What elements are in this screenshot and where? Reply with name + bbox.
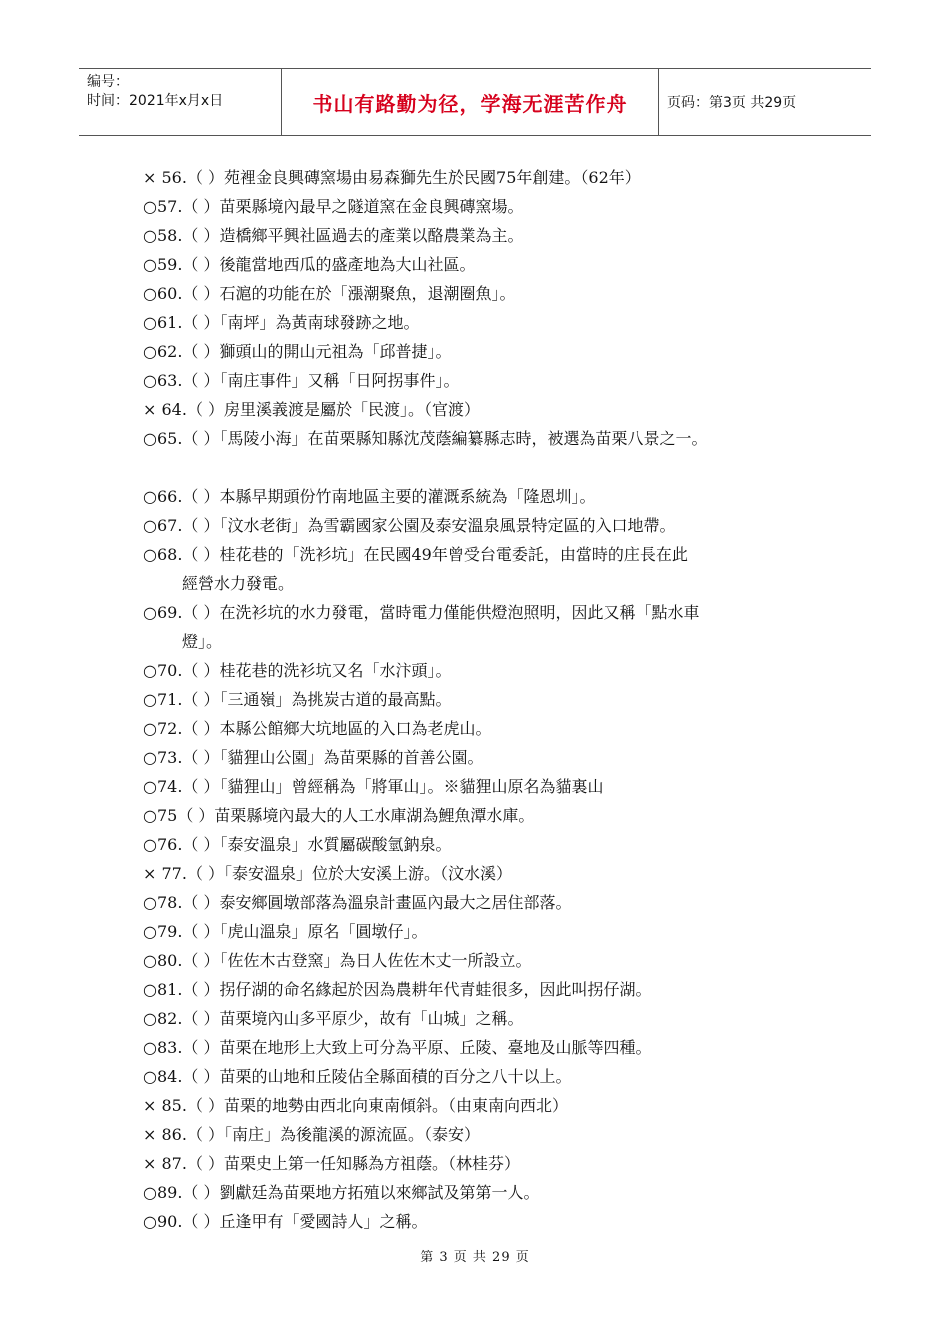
page-header bbox=[79, 68, 871, 136]
question-line: ○73.（ ）「貓狸山公園」為苗栗縣的首善公園。 bbox=[143, 748, 484, 767]
question-line: × 86.（ ）「南庄」為後龍溪的源流區。（泰安） bbox=[143, 1125, 481, 1144]
question-line: ○65.（ ）「馬陵小海」在苗栗縣知縣沈茂蔭編纂縣志時，被選為苗栗八景之一。 bbox=[143, 429, 708, 448]
question-line: ○70.（ ）桂花巷的洗衫坑又名「水汴頭」。 bbox=[143, 661, 452, 680]
question-line: ○67.（ ）「汶水老街」為雪霸國家公園及泰安溫泉風景特定區的入口地帶。 bbox=[143, 516, 676, 535]
question-line: ○63.（ ）「南庄事件」又稱「日阿拐事件」。 bbox=[143, 371, 460, 390]
question-line: ○83.（ ）苗栗在地形上大致上可分為平原、丘陵、臺地及山脈等四種。 bbox=[143, 1038, 652, 1057]
question-line: ○75（ ）苗栗縣境內最大的人工水庫湖為鯉魚潭水庫。 bbox=[143, 806, 535, 825]
question-line: × 64.（ ）房里溪義渡是屬於「民渡」。（官渡） bbox=[143, 400, 481, 419]
question-line: ○71.（ ）「三通嶺」為挑炭古道的最高點。 bbox=[143, 690, 452, 709]
question-line: ○57.（ ）苗栗縣境內最早之隧道窯在金良興磚窯場。 bbox=[143, 197, 524, 216]
header-time: 时间：2021年x月x日 bbox=[87, 93, 224, 109]
question-line: ○76.（ ）「泰安溫泉」水質屬碳酸氫鈉泉。 bbox=[143, 835, 452, 854]
question-line: ○58.（ ）造橋鄉平興社區過去的產業以酪農業為主。 bbox=[143, 226, 524, 245]
question-line: ○82.（ ）苗栗境內山多平原少，故有「山城」之稱。 bbox=[143, 1009, 524, 1028]
question-line: ○72.（ ）本縣公館鄉大坑地區的入口為老虎山。 bbox=[143, 719, 492, 738]
question-line: ○78.（ ）泰安鄉圓墩部落為溫泉計畫區內最大之居住部落。 bbox=[143, 893, 572, 912]
question-line: × 56.（ ）苑裡金良興磚窯場由易森獅先生於民國75年創建。（62年） bbox=[143, 168, 641, 187]
question-line: ○69.（ ）在洗衫坑的水力發電，當時電力僅能供燈泡照明，因此又稱「點水車 bbox=[143, 603, 700, 622]
question-line: × 85.（ ）苗栗的地勢由西北向東南傾斜。（由東南向西北） bbox=[143, 1096, 569, 1115]
question-line: ○62.（ ）獅頭山的開山元祖為「邱普捷」。 bbox=[143, 342, 452, 361]
question-line: ○89.（ ）劉獻廷為苗栗地方拓殖以來鄉試及第第一人。 bbox=[143, 1183, 540, 1202]
question-line: ○81.（ ）拐仔湖的命名緣起於因為農耕年代青蛙很多，因此叫拐仔湖。 bbox=[143, 980, 652, 999]
header-number: 编号： bbox=[87, 74, 129, 90]
question-line: ○68.（ ）桂花巷的「洗衫坑」在民國49年曾受台電委託，由當時的庄長在此 bbox=[143, 545, 688, 564]
question-line: × 87.（ ）苗栗史上第一任知縣為方祖蔭。（林桂芬） bbox=[143, 1154, 521, 1173]
question-line: ○59.（ ）後龍當地西瓜的盛產地為大山社區。 bbox=[143, 255, 476, 274]
header-page-label: 页码：第3页 共29页 bbox=[667, 95, 797, 111]
question-line: ○79.（ ）「虎山溫泉」原名「圓墩仔」。 bbox=[143, 922, 428, 941]
question-line: ○90.（ ）丘逢甲有「愛國詩人」之稱。 bbox=[143, 1212, 428, 1231]
question-list bbox=[143, 163, 843, 1236]
question-line: ○80.（ ）「佐佐木古登窯」為日人佐佐木丈一所設立。 bbox=[143, 951, 532, 970]
question-line-continuation: 燈」。 bbox=[182, 632, 223, 651]
question-line: ○84.（ ）苗栗的山地和丘陵佔全縣面積的百分之八十以上。 bbox=[143, 1067, 572, 1086]
blank-line bbox=[143, 453, 843, 482]
question-line: × 77.（ ）「泰安溫泉」位於大安溪上游。（汶水溪） bbox=[143, 864, 513, 883]
header-meta bbox=[79, 69, 282, 135]
question-line: ○60.（ ）石滬的功能在於「漲潮聚魚，退潮圈魚」。 bbox=[143, 284, 516, 303]
question-line-continuation: 經營水力發電。 bbox=[182, 574, 295, 593]
header-motto: 书山有路勤为径，学海无涯苦作舟 bbox=[282, 69, 659, 135]
question-line: ○74.（ ）「貓狸山」曾經稱為「將軍山」。※貓狸山原名為貓裏山 bbox=[143, 777, 604, 796]
page-footer: 第 3 页 共 29 页 bbox=[420, 1250, 530, 1265]
question-line: ○61.（ ）「南坪」為黃南球發跡之地。 bbox=[143, 313, 420, 332]
question-line: ○66.（ ）本縣早期頭份竹南地區主要的灌溉系統為「隆恩圳」。 bbox=[143, 487, 596, 506]
